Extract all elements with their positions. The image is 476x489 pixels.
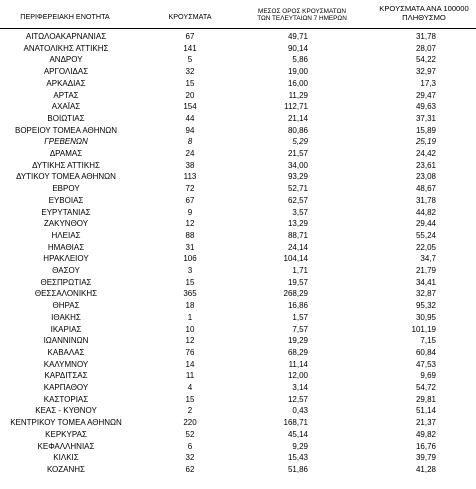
table-row	[0, 171, 476, 182]
cases-cell: 20	[185, 90, 195, 100]
header-avg-line1: ΜΕΣΟΣ ΟΡΟΣ ΚΡΟΥΣΜΑΤΩΝ	[258, 8, 346, 15]
region-cell: ΒΟΡΕΙΟΥ ΤΟΜΕΑ ΑΘΗΝΩΝ	[14, 125, 118, 135]
table-row	[0, 464, 476, 475]
cases-cell: 113	[183, 172, 197, 182]
table-row	[0, 324, 476, 335]
table-row	[0, 43, 476, 54]
region-cell: ΗΜΑΘΙΑΣ	[47, 242, 85, 252]
per100k-cell: 23,61	[415, 160, 436, 170]
region-cell: ΒΟΙΩΤΙΑΣ	[47, 113, 85, 123]
region-cell: ΚΕΝΤΡΙΚΟΥ ΤΟΜΕΑ ΑΘΗΝΩΝ	[10, 418, 122, 428]
cases-cell: 9	[187, 207, 193, 217]
avg-cell: 104,14	[283, 254, 308, 264]
per100k-cell: 39,79	[415, 453, 436, 463]
avg-cell: 15,43	[287, 453, 308, 463]
avg-cell: 90,14	[287, 43, 308, 53]
region-cell: ΑΝΔΡΟΥ	[49, 55, 83, 65]
table-row	[0, 300, 476, 311]
table-row	[0, 288, 476, 299]
table-row	[0, 90, 476, 101]
avg-cell: 9,29	[292, 441, 308, 451]
per100k-cell: 24,42	[415, 149, 436, 158]
region-cell: ΘΕΣΣΑΛΟΝΙΚΗΣ	[34, 289, 98, 299]
per100k-cell: 9,69	[420, 371, 436, 381]
region-cell: ΚΑΡΠΑΘΟΥ	[43, 383, 89, 392]
region-cell: ΘΑΣΟΥ	[52, 266, 80, 275]
cases-cell: 88	[185, 230, 195, 240]
region-cell: ΙΚΑΡΙΑΣ	[50, 324, 82, 334]
avg-cell: 12,00	[287, 371, 308, 381]
avg-cell: 34,00	[287, 160, 308, 170]
cases-cell: 44	[185, 113, 195, 123]
table-row	[0, 405, 476, 416]
avg-cell: 19,57	[287, 277, 308, 287]
avg-cell: 11,14	[288, 359, 308, 369]
avg-cell: 88,71	[287, 230, 308, 240]
region-cell: ΕΥΒΟΙΑΣ	[48, 195, 84, 205]
header-per100k-line2: ΠΛΗΘΥΣΜΟ	[402, 13, 446, 22]
avg-cell: 3,57	[292, 207, 308, 217]
cases-cell: 12	[185, 219, 195, 229]
per100k-cell: 37,31	[415, 113, 436, 123]
region-cell: ΑΡΓΟΛΙΔΑΣ	[43, 67, 89, 77]
avg-cell: 112,71	[284, 102, 308, 112]
per100k-cell: 31,78	[415, 32, 436, 41]
per100k-cell: 29,44	[415, 219, 436, 229]
table-header	[0, 0, 476, 28]
cases-cell: 12	[185, 336, 195, 346]
avg-cell: 0,43	[292, 406, 308, 416]
table-row	[0, 347, 476, 358]
region-cell: ΕΥΡΥΤΑΝΙΑΣ	[41, 207, 91, 217]
region-cell: ΚΑΒΑΛΑΣ	[47, 347, 85, 357]
cases-cell: 106	[183, 254, 197, 264]
cases-cell: 24	[185, 149, 195, 158]
per100k-cell: 95,32	[415, 301, 436, 311]
avg-cell: 80,86	[287, 125, 308, 135]
avg-cell: 45,14	[287, 429, 308, 439]
header-region: ΠΕΡΙΦΕΡΕΙΑΚΗ ΕΝΟΤΗΤΑ	[20, 12, 110, 21]
cases-cell: 1	[187, 312, 193, 322]
avg-cell: 51,86	[287, 464, 308, 474]
cases-cell: 365	[183, 289, 197, 299]
avg-cell: 1,57	[292, 312, 308, 322]
cases-cell: 2	[187, 406, 193, 416]
table-row	[0, 335, 476, 346]
region-cell: ΗΛΕΙΑΣ	[51, 230, 81, 240]
avg-cell: 24,14	[287, 242, 308, 252]
table-row	[0, 417, 476, 428]
cases-cell: 67	[185, 32, 195, 41]
table-row	[0, 136, 476, 147]
cases-cell: 3	[187, 266, 193, 275]
per100k-cell: 31,78	[415, 195, 436, 205]
per100k-cell: 25,19	[415, 137, 436, 147]
table-row	[0, 382, 476, 393]
cases-cell: 8	[187, 137, 193, 147]
table-row	[0, 359, 476, 370]
table-row	[0, 441, 476, 452]
table-row	[0, 394, 476, 405]
avg-cell: 3,14	[292, 383, 308, 392]
per100k-cell: 17,3	[420, 78, 436, 88]
per100k-cell: 22,05	[415, 242, 436, 252]
header-avg-line2: ΤΩΝ ΤΕΛΕΥΤΑΙΩΝ 7 ΗΜΕΡΩΝ	[257, 15, 347, 22]
region-cell: ΚΕΡΚΥΡΑΣ	[45, 429, 87, 439]
region-cell: ΘΗΡΑΣ	[52, 301, 80, 311]
region-cell: ΘΕΣΠΡΩΤΙΑΣ	[40, 277, 92, 287]
region-cell: ΓΡΕΒΕΝΩΝ	[44, 137, 88, 147]
avg-cell: 1,71	[292, 266, 308, 275]
cases-cell: 32	[185, 67, 195, 77]
avg-cell: 5,29	[292, 137, 308, 147]
region-cell: ΚΑΛΥΜΝΟΥ	[43, 359, 89, 369]
cases-cell: 38	[185, 160, 195, 170]
cases-cell: 67	[185, 195, 195, 205]
table-row	[0, 429, 476, 440]
cases-cell: 72	[185, 184, 195, 194]
avg-cell: 11,29	[288, 90, 308, 100]
cases-cell: 76	[185, 347, 195, 357]
cases-cell: 52	[185, 429, 195, 439]
avg-cell: 68,29	[287, 347, 308, 357]
per100k-cell: 23,08	[415, 172, 436, 182]
avg-cell: 21,14	[287, 113, 308, 123]
per100k-cell: 44,82	[415, 207, 436, 217]
region-cell: ΑΡΚΑΔΙΑΣ	[46, 78, 86, 88]
per100k-cell: 34,7	[420, 254, 436, 264]
table-row	[0, 148, 476, 159]
avg-cell: 19,00	[287, 67, 308, 77]
region-cell: ΖΑΚΥΝΘΟΥ	[43, 219, 89, 229]
header-cases: ΚΡΟΥΣΜΑΤΑ	[168, 12, 212, 21]
header-divider	[0, 28, 476, 29]
per100k-cell: 30,95	[415, 312, 436, 322]
cases-cell: 6	[187, 441, 193, 451]
table-row	[0, 312, 476, 323]
per100k-cell: 34,41	[415, 277, 436, 287]
cases-cell: 4	[187, 383, 193, 392]
table-row	[0, 183, 476, 194]
cases-cell: 31	[185, 242, 195, 252]
per100k-cell: 60,84	[415, 347, 436, 357]
per100k-cell: 28,07	[415, 43, 436, 53]
per100k-cell: 54,72	[415, 383, 436, 392]
cases-cell: 62	[185, 464, 195, 474]
table-row	[0, 242, 476, 253]
region-cell: ΔΥΤΙΚΟΥ ΤΟΜΕΑ ΑΘΗΝΩΝ	[16, 172, 116, 182]
table-row	[0, 230, 476, 241]
per100k-cell: 16,76	[415, 441, 436, 451]
avg-cell: 7,57	[292, 324, 308, 334]
header-per-100k	[372, 4, 476, 22]
cases-cell: 18	[185, 301, 195, 311]
table-row	[0, 78, 476, 89]
cases-cell: 10	[185, 324, 195, 334]
avg-cell: 62,57	[287, 195, 308, 205]
table-row	[0, 370, 476, 381]
cases-cell: 15	[185, 394, 195, 404]
table-row	[0, 66, 476, 77]
avg-cell: 12,57	[287, 394, 308, 404]
cases-cell: 154	[183, 102, 197, 112]
cases-cell: 14	[185, 359, 195, 369]
region-cell: ΙΩΑΝΝΙΝΩΝ	[43, 336, 89, 346]
table-row	[0, 253, 476, 264]
avg-cell: 16,86	[287, 301, 308, 311]
per100k-cell: 49,63	[415, 102, 436, 112]
table-row	[0, 218, 476, 229]
cases-cell: 15	[185, 78, 195, 88]
table-row	[0, 54, 476, 65]
per100k-cell: 101,19	[411, 324, 436, 334]
avg-cell: 52,71	[287, 184, 308, 194]
cases-cell: 32	[185, 453, 195, 463]
per100k-cell: 47,53	[415, 359, 436, 369]
region-cell: ΔΥΤΙΚΗΣ ΑΤΤΙΚΗΣ	[32, 160, 100, 170]
avg-cell: 168,71	[283, 418, 308, 428]
avg-cell: 49,71	[287, 32, 308, 41]
per100k-cell: 41,28	[415, 464, 436, 474]
avg-cell: 268,29	[283, 289, 308, 299]
per100k-cell: 49,82	[415, 429, 436, 439]
per100k-cell: 55,24	[415, 230, 436, 240]
table-row	[0, 101, 476, 112]
table-row	[0, 31, 476, 42]
per100k-cell: 32,87	[415, 289, 436, 299]
per100k-cell: 32,97	[415, 67, 436, 77]
avg-cell: 16,00	[287, 78, 308, 88]
per100k-cell: 29,81	[415, 394, 436, 404]
region-cell: ΚΕΦΑΛΛΗΝΙΑΣ	[37, 441, 95, 451]
per100k-cell: 54,22	[415, 55, 436, 65]
avg-cell: 13,29	[287, 219, 308, 229]
region-cell: ΔΡΑΜΑΣ	[49, 149, 83, 158]
header-seven-day-average	[238, 8, 366, 22]
region-cell: ΗΡΑΚΛΕΙΟΥ	[43, 254, 89, 264]
table-row	[0, 113, 476, 124]
region-cell: ΚΑΣΤΟΡΙΑΣ	[43, 394, 89, 404]
cases-cell: 220	[183, 418, 197, 428]
region-cell: ΚΟΖΑΝΗΣ	[46, 464, 86, 474]
region-cell: ΑΡΤΑΣ	[53, 90, 79, 100]
per100k-cell: 21,79	[415, 266, 436, 275]
per100k-cell: 21,37	[415, 418, 436, 428]
avg-cell: 93,29	[287, 172, 308, 182]
per100k-cell: 48,67	[415, 184, 436, 194]
region-cell: ΑΝΑΤΟΛΙΚΗΣ ΑΤΤΙΚΗΣ	[23, 43, 109, 53]
region-cell: ΑΙΤΩΛΟΑΚΑΡΝΑΝΙΑΣ	[25, 32, 107, 41]
per100k-cell: 29,47	[415, 90, 436, 100]
cases-cell: 15	[185, 277, 195, 287]
region-cell: ΚΑΡΔΙΤΣΑΣ	[44, 371, 88, 381]
per100k-cell: 15,89	[415, 125, 436, 135]
header-per100k-line1: ΚΡΟΥΣΜΑΤΑ ΑΝΑ 100000	[379, 4, 469, 13]
per100k-cell: 7,15	[420, 336, 436, 346]
region-cell: ΑΧΑΪΑΣ	[51, 102, 81, 112]
region-cell: ΚΙΛΚΙΣ	[53, 453, 79, 463]
avg-cell: 5,86	[292, 55, 308, 65]
avg-cell: 19,29	[287, 336, 308, 346]
cases-cell: 5	[187, 55, 193, 65]
table-row	[0, 160, 476, 171]
table-row	[0, 265, 476, 276]
avg-cell: 21,57	[287, 149, 308, 158]
per100k-cell: 51,14	[415, 406, 436, 416]
cases-cell: 11	[185, 371, 195, 381]
region-cell: ΕΒΡΟΥ	[52, 184, 80, 194]
region-cell: ΚΕΑΣ - ΚΥΘΝΟΥ	[35, 406, 97, 416]
region-cell: ΙΘΑΚΗΣ	[51, 312, 81, 322]
cases-cell: 94	[185, 125, 195, 135]
table-row	[0, 277, 476, 288]
table-row	[0, 125, 476, 136]
cases-cell: 141	[183, 43, 197, 53]
table-row	[0, 207, 476, 218]
table-row	[0, 195, 476, 206]
table-row	[0, 452, 476, 463]
